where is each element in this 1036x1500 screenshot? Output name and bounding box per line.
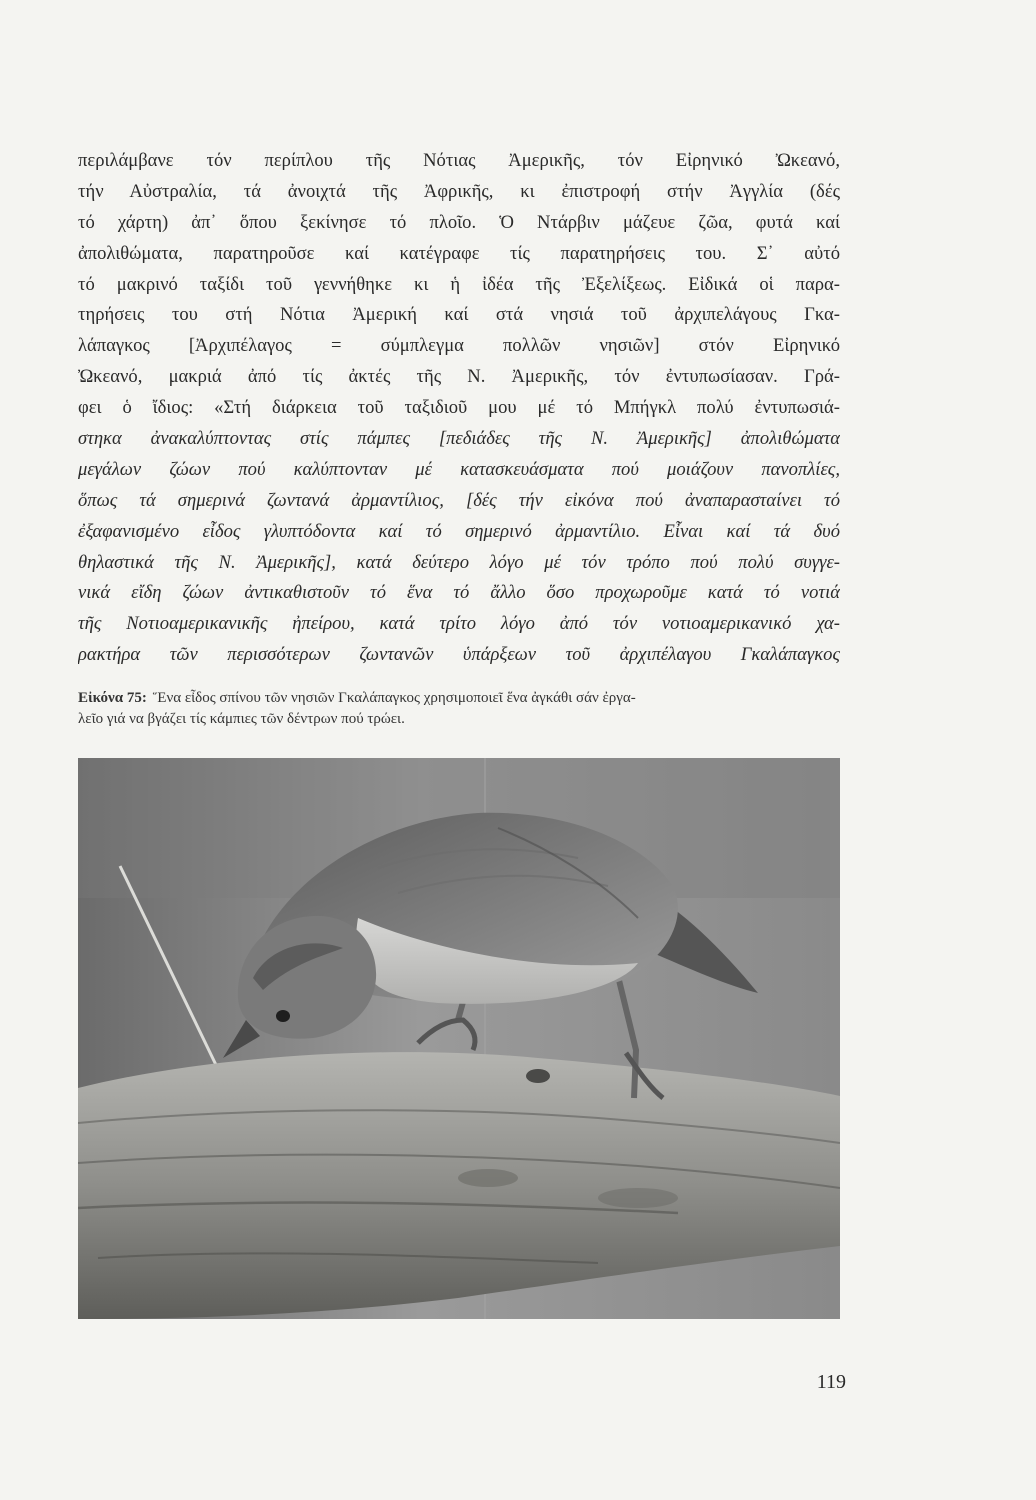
quote-line: ἐξαφανισμένο εἶδος γλυπτόδοντα καί τό σημερινό ἀρμαντίλιο. Εἶναι καί τά δυό [78, 520, 840, 542]
quote-line: τῆς Νοτιοαμερικανικῆς ἠπείρου, κατά τρίτο λόγο ἀπό τόν νοτιοαμερικανικό χα- [78, 613, 840, 635]
text-line: Ὠκεανό, μακριά ἀπό τίς ἀκτές τῆς Ν. Ἀμερικῆς, τόν ἐντυπωσίασαν. Γρά- [78, 366, 840, 388]
text-line: τηρήσεις του στή Νότια Ἀμερική καί στά νησιά τοῦ ἀρχιπελάγους Γκα- [78, 304, 840, 326]
text-line: ἀπολιθώματα, παρατηροῦσε καί κατέγραφε τίς παρατηρήσεις του. Σ᾽ αὐτό [78, 242, 840, 264]
body-text [78, 146, 840, 671]
finch-photo [78, 758, 840, 1319]
text-line: λάπαγκος [Ἀρχιπέλαγος = σύμπλεγμα πολλῶν νησιῶν] στόν Εἰρηνικό [78, 335, 840, 357]
text-line: τό χάρτη) ἀπ᾽ ὅπου ξεκίνησε τό πλοῖο. Ὁ Ντάρβιν μάζευε ζῶα, φυτά καί [78, 211, 840, 233]
text-line: τό μακρινό ταξίδι τοῦ γεννήθηκε κι ἡ ἰδέα τῆς Ἐξελίξεως. Εἰδικά οἱ παρα- [78, 273, 840, 295]
text-line: τήν Αὐστραλία, τά ἀνοιχτά τῆς Ἀφρικῆς, κι ἐπιστροφή στήν Ἀγγλία (δές [78, 180, 840, 202]
quote-line: μεγάλων ζώων πού καλύπτονταν μέ κατασκευάσματα πού μοιάζουν πανοπλίες, [78, 458, 840, 480]
caption-label: Εἰκόνα 75: [78, 690, 147, 706]
quote-line: ὅπως τά σημερινά ζωντανά ἀρμαντίλιος, [δές τήν εἰκόνα πού ἀναπαρασταίνει τό [78, 489, 840, 511]
caption-text-line1: Ἕνα εἶδος σπίνου τῶν νησιῶν Γκαλάπαγκος χρησιμοποιεῖ ἕνα ἀγκάθι σάν ἐργα- [152, 690, 636, 706]
text-line: περιλάμβανε τόν περίπλου τῆς Νότιας Ἀμερικῆς, τόν Εἰρηνικό Ὠκεανό, [78, 150, 840, 171]
quote-line: νικά εἴδη ζώων ἀντικαθιστοῦν τό ἕνα τό ἄλλο ὅσο προχωροῦμε κατά τό νοτιά [78, 582, 840, 604]
text-line: φει ὁ ἴδιος: «Στή διάρκεια τοῦ ταξιδιοῦ μου μέ τό Μπήγκλ πολύ ἐντυπωσιά- [78, 397, 840, 419]
caption-text-line2: λεῖο γιά να βγάζει τίς κάμπιες τῶν δέντρων πού τρώει. [78, 711, 405, 727]
figure-caption [78, 688, 840, 730]
quote-line: θηλαστικά τῆς Ν. Ἀμερικῆς], κατά δεύτερο λόγο μέ τόν τρόπο πού πολύ συγγε- [78, 551, 840, 573]
quote-line: στηκα ἀνακαλύπτοντας στίς πάμπες [πεδιάδες τῆς Ν. Ἀμερικῆς] ἀπολιθώματα [78, 428, 840, 450]
page-number: 119 [816, 1371, 846, 1393]
quote-line: ρακτήρα τῶν περισσότερων ζωντανῶν ὑπάρξεων τοῦ ἀρχιπέλαγου Γκαλάπαγκος [78, 644, 840, 666]
